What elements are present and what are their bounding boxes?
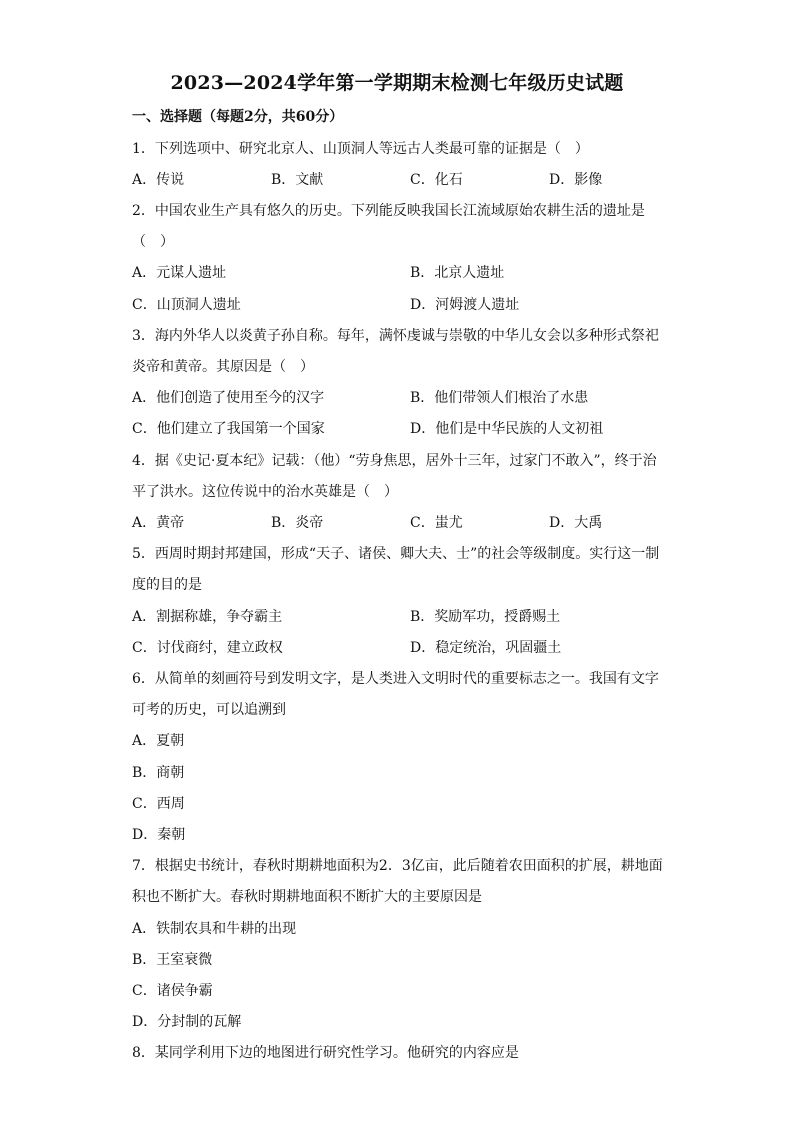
question-4-stem-line-1: 4．据《史记·夏本纪》记载：（他）“劳身焦思，居外十三年，过家门不敢入”，终于治 <box>132 453 657 469</box>
question-2-stem-line-1: 2．中国农业生产具有悠久的历史。下列能反映我国长江流域原始农耕生活的遗址是 <box>132 203 645 219</box>
q6-option-b: B．商朝 <box>132 765 185 781</box>
q3-option-c: C．他们建立了我国第一个国家 <box>132 421 325 437</box>
q2-option-b: B．北京人遗址 <box>410 265 505 281</box>
q3-option-b: B．他们带领人们根治了水患 <box>410 390 589 406</box>
q3-option-a: A．他们创造了使用至今的汉字 <box>132 390 325 406</box>
q7-option-c: C．诸侯争霸 <box>132 983 213 999</box>
q1-option-c: C．化石 <box>410 172 463 188</box>
question-3-stem-line-1: 3．海内外华人以炎黄子孙自称。每年，满怀虔诚与崇敬的中华儿女会以多种形式祭祀 <box>132 328 659 344</box>
section-heading: 一、选择题（每题2分，共60分） <box>132 109 344 125</box>
question-2-stem-line-2: （ ） <box>132 234 174 250</box>
q6-option-a: A．夏朝 <box>132 733 185 749</box>
q5-option-a: A．割据称雄，争夺霸主 <box>132 609 283 625</box>
exam-title: 2023—2024学年第一学期期末检测七年级历史试题 <box>170 72 624 94</box>
q2-option-d: D．河姆渡人遗址 <box>410 297 520 313</box>
question-7-stem-line-2: 积也不断扩大。春秋时期耕地面积不断扩大的主要原因是 <box>132 889 482 905</box>
q7-option-d: D．分封制的瓦解 <box>132 1014 242 1030</box>
q4-option-a: A．黄帝 <box>132 515 185 531</box>
q4-option-c: C．蚩尤 <box>410 515 463 531</box>
question-7-stem-line-1: 7．根据史书统计，春秋时期耕地面积为2．3亿亩，此后随着农田面积的扩展，耕地面 <box>132 858 663 874</box>
q2-option-a: A．元谋人遗址 <box>132 265 227 281</box>
question-8-stem: 8．某同学利用下边的地图进行研究性学习。他研究的内容应是 <box>132 1045 519 1061</box>
question-4-stem-line-2: 平了洪水。这位传说中的治水英雄是（ ） <box>132 484 398 500</box>
question-6-stem-line-1: 6．从简单的刻画符号到发明文字，是人类进入文明时代的重要标志之一。我国有文字 <box>132 671 659 687</box>
q1-option-a: A．传说 <box>132 172 185 188</box>
q5-option-d: D．稳定统治，巩固疆土 <box>410 640 562 656</box>
q7-option-a: A．铁制农具和牛耕的出现 <box>132 921 297 937</box>
q4-option-b: B．炎帝 <box>271 515 324 531</box>
q4-option-d: D．大禹 <box>549 515 603 531</box>
q5-option-c: C．讨伐商纣，建立政权 <box>132 640 283 656</box>
question-3-stem-line-2: 炎帝和黄帝。其原因是（ ） <box>132 359 314 375</box>
q6-option-c: C．西周 <box>132 796 185 812</box>
q7-option-b: B．王室衰微 <box>132 952 213 968</box>
q6-option-d: D．秦朝 <box>132 827 186 843</box>
question-6-stem-line-2: 可考的历史，可以追溯到 <box>132 702 286 718</box>
q1-option-b: B．文献 <box>271 172 324 188</box>
question-1-stem: 1．下列选项中、研究北京人、山顶洞人等远古人类最可靠的证据是（ ） <box>132 141 589 157</box>
q1-option-d: D．影像 <box>549 172 603 188</box>
q3-option-d: D．他们是中华民族的人文初祖 <box>410 421 604 437</box>
question-5-stem-line-2: 度的目的是 <box>132 577 202 593</box>
q5-option-b: B．奖励军功，授爵赐土 <box>410 609 561 625</box>
question-5-stem-line-1: 5．西周时期封邦建国，形成“天子、诸侯、卿大夫、士”的社会等级制度。实行这一制 <box>132 546 660 562</box>
q2-option-c: C．山顶洞人遗址 <box>132 297 241 313</box>
